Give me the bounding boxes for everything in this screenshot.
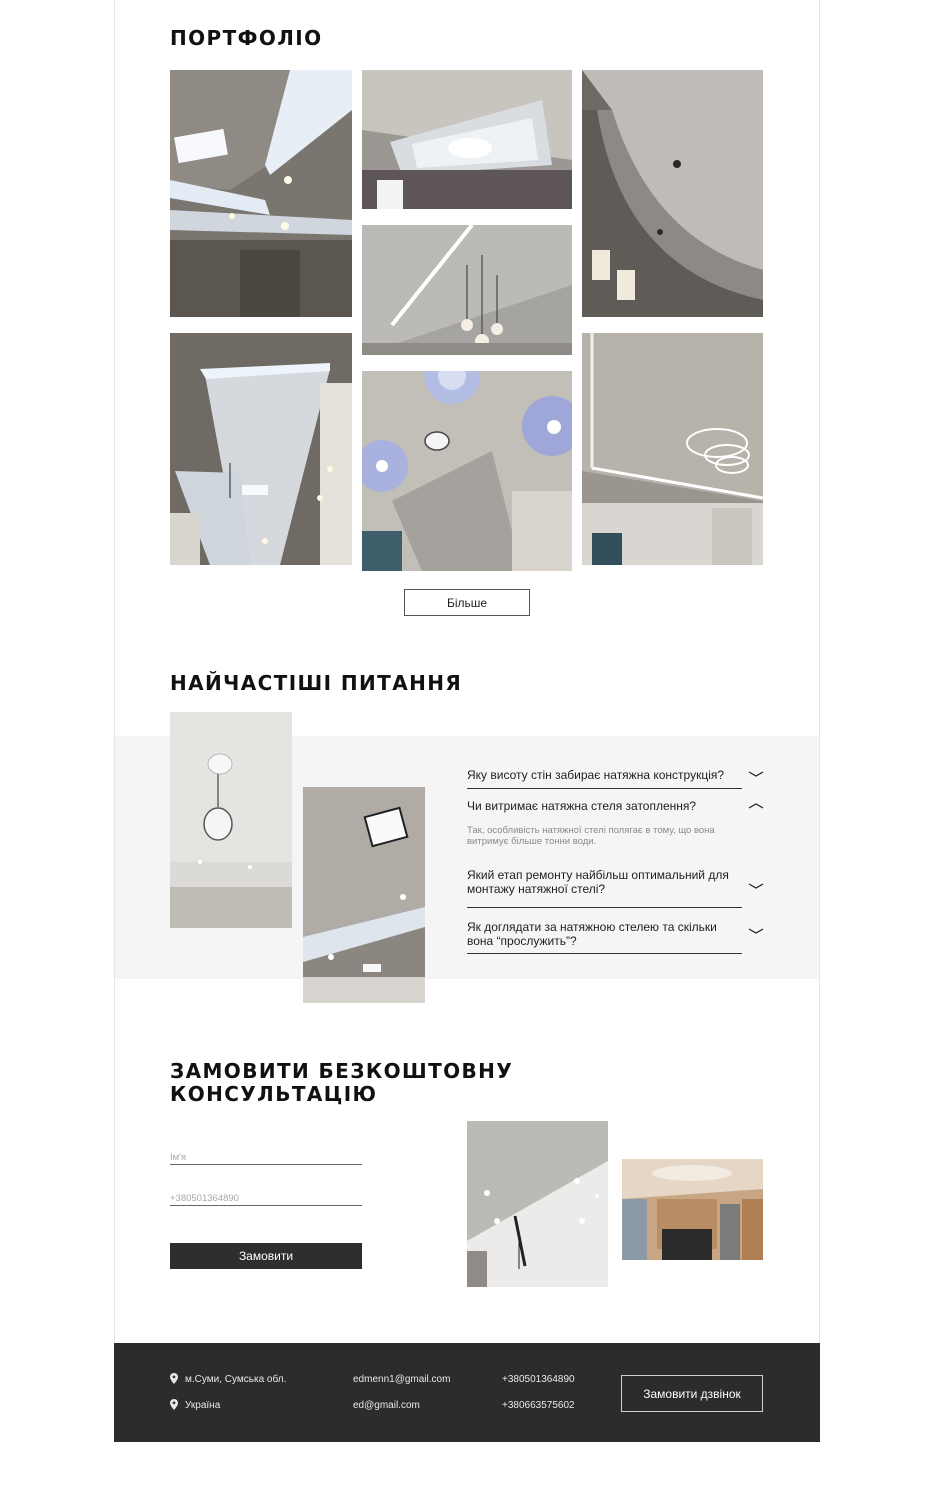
- phone-link-1[interactable]: +380501364890: [502, 1374, 575, 1385]
- portfolio-title: ПОРТФОЛІО: [170, 26, 323, 50]
- portfolio-photo-6[interactable]: [362, 371, 572, 571]
- faq-question: Яку висоту стін забирає натяжна конструкція?: [467, 768, 725, 782]
- footer: [114, 1343, 820, 1442]
- request-call-button[interactable]: Замовити дзвінок: [621, 1375, 763, 1412]
- consult-photo-1: [467, 1121, 608, 1287]
- faq-answer: Так, особливість натяжної стелі полягає в тому, що вона витримує більше тонни води.: [467, 825, 715, 847]
- faq-question: Який етап ремонту найбільш оптимальний для монтажу натяжної стелі?: [467, 868, 729, 896]
- portfolio-photo-7[interactable]: [582, 333, 763, 565]
- phone-link-2[interactable]: +380663575602: [502, 1400, 575, 1411]
- portfolio-photo-3[interactable]: [582, 70, 763, 317]
- chevron-up-icon[interactable]: [748, 801, 764, 811]
- faq-photo-2: [303, 787, 425, 1003]
- faq-item-4[interactable]: [467, 920, 742, 954]
- address-country: Україна: [185, 1400, 221, 1411]
- chevron-down-icon[interactable]: [748, 770, 764, 780]
- faq-photo-1: [170, 712, 292, 928]
- email-link-1[interactable]: edmenn1@gmail.com: [353, 1374, 451, 1385]
- faq-title: НАЙЧАСТІШІ ПИТАННЯ: [170, 671, 463, 695]
- chevron-down-icon[interactable]: [748, 927, 764, 937]
- phone-field[interactable]: [170, 1186, 362, 1206]
- email-link-2[interactable]: ed@gmail.com: [353, 1400, 420, 1411]
- location-pin-icon: [170, 1373, 178, 1384]
- address-city: м.Суми, Сумська обл.: [185, 1374, 287, 1385]
- portfolio-photo-2[interactable]: [362, 70, 572, 209]
- order-button[interactable]: Замовити: [170, 1243, 362, 1269]
- faq-item-3[interactable]: [467, 868, 742, 908]
- consult-title: ЗАМОВИТИ БЕЗКОШТОВНУ КОНСУЛЬТАЦІЮ: [170, 1059, 514, 1106]
- faq-question: Чи витримає натяжна стеля затоплення?: [467, 799, 697, 813]
- consult-photo-2: [622, 1159, 763, 1260]
- portfolio-photo-5[interactable]: [170, 333, 352, 565]
- name-input[interactable]: [170, 1145, 362, 1164]
- faq-question: Як доглядати за натяжною стелею та скільки вона “прослужить”?: [467, 920, 717, 948]
- portfolio-photo-1[interactable]: [170, 70, 352, 317]
- portfolio-photo-4[interactable]: [362, 225, 572, 355]
- chevron-down-icon[interactable]: [748, 882, 764, 892]
- faq-item-1[interactable]: [467, 768, 742, 789]
- more-button[interactable]: Більше: [404, 589, 530, 616]
- phone-input[interactable]: [170, 1186, 362, 1205]
- name-field[interactable]: [170, 1145, 362, 1165]
- location-pin-icon: [170, 1399, 178, 1410]
- faq-item-2[interactable]: [467, 799, 742, 822]
